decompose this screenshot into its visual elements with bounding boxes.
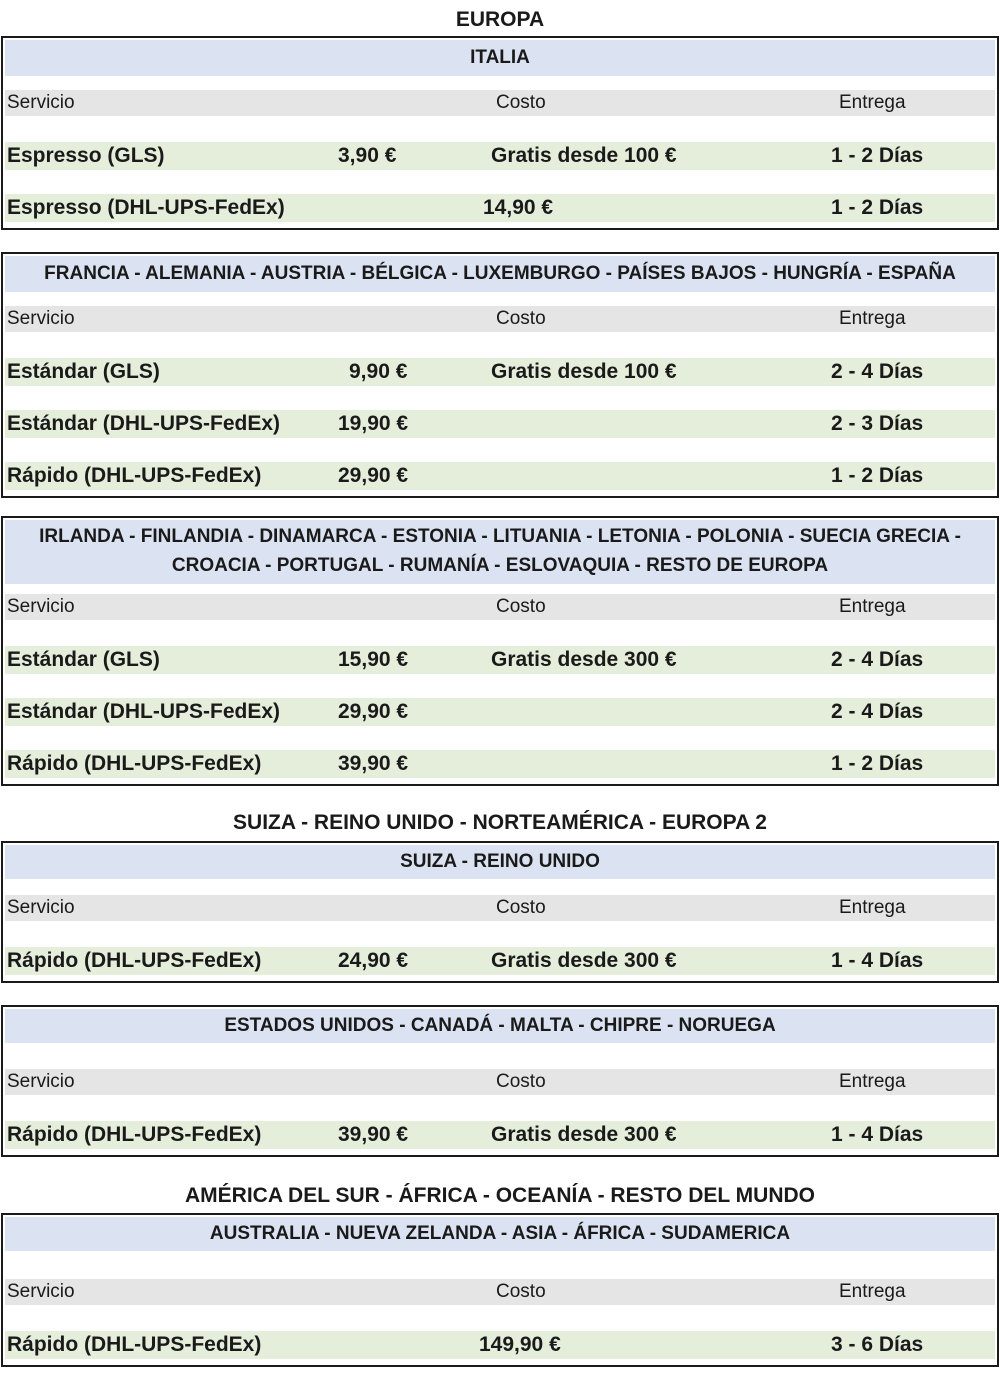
row-price: 3,90 € xyxy=(338,144,397,167)
header-cost: Costo xyxy=(496,897,546,918)
column-header-row xyxy=(5,306,995,332)
row-price: 29,90 € xyxy=(338,700,409,723)
row-free-shipping: Gratis desde 100 € xyxy=(491,360,677,383)
row-delivery: 2 - 4 Días xyxy=(831,648,924,671)
row-free-shipping: Gratis desde 300 € xyxy=(491,648,677,671)
row-delivery: 1 - 2 Días xyxy=(831,196,924,219)
row-service: Estándar (DHL-UPS-FedEx) xyxy=(7,412,281,435)
row-delivery: 1 - 2 Días xyxy=(831,144,924,167)
row-free-shipping: Gratis desde 300 € xyxy=(491,1123,677,1146)
table-row xyxy=(5,947,995,975)
shipping-table-resto-del-mundo xyxy=(1,1213,999,1367)
row-service: Estándar (DHL-UPS-FedEx) xyxy=(7,700,281,723)
table-row xyxy=(5,410,995,438)
row-service: Estándar (GLS) xyxy=(7,360,160,383)
column-header-row xyxy=(5,594,995,620)
shipping-table-europa-1 xyxy=(1,252,999,498)
row-service: Espresso (DHL-UPS-FedEx) xyxy=(7,196,285,219)
header-service: Servicio xyxy=(7,308,75,329)
row-delivery: 2 - 3 Días xyxy=(831,412,924,435)
column-header-row xyxy=(5,90,995,116)
header-delivery: Entrega xyxy=(839,92,906,113)
header-cost: Costo xyxy=(496,1071,546,1092)
section-title-europa: EUROPA xyxy=(455,8,545,31)
table-row xyxy=(5,698,995,726)
row-delivery: 3 - 6 Días xyxy=(831,1333,924,1356)
row-price: 39,90 € xyxy=(338,1123,409,1146)
row-price: 39,90 € xyxy=(338,752,409,775)
header-service: Servicio xyxy=(7,92,75,113)
table-row xyxy=(5,750,995,778)
row-delivery: 1 - 4 Días xyxy=(831,1123,924,1146)
region-header: AUSTRALIA - NUEVA ZELANDA - ASIA - ÁFRICA - SUDAMERICA xyxy=(5,1217,995,1251)
row-service: Rápido (DHL-UPS-FedEx) xyxy=(7,949,262,972)
header-cost: Costo xyxy=(496,92,546,113)
region-header: ESTADOS UNIDOS - CANADÁ - MALTA - CHIPRE - NORUEGA xyxy=(5,1009,995,1043)
row-price: 9,90 € xyxy=(349,360,408,383)
row-price: 149,90 € xyxy=(479,1333,561,1356)
region-header: ITALIA xyxy=(5,40,995,76)
header-service: Servicio xyxy=(7,596,75,617)
row-service: Rápido (DHL-UPS-FedEx) xyxy=(7,1123,262,1146)
header-delivery: Entrega xyxy=(839,897,906,918)
row-price: 24,90 € xyxy=(338,949,409,972)
table-row xyxy=(5,194,995,222)
row-price: 29,90 € xyxy=(338,464,409,487)
column-header-row xyxy=(5,895,995,921)
row-price: 15,90 € xyxy=(338,648,409,671)
row-delivery: 2 - 4 Días xyxy=(831,360,924,383)
row-service: Rápido (DHL-UPS-FedEx) xyxy=(7,752,262,775)
region-header-line-2: CROACIA - PORTUGAL - RUMANÍA - ESLOVAQUIA - RESTO DE EUROPA xyxy=(171,555,829,576)
row-delivery: 1 - 2 Días xyxy=(831,464,924,487)
region-header xyxy=(5,520,995,584)
row-delivery: 1 - 2 Días xyxy=(831,752,924,775)
row-price: 19,90 € xyxy=(338,412,409,435)
row-service: Estándar (GLS) xyxy=(7,648,160,671)
column-header-row xyxy=(5,1279,995,1305)
header-cost: Costo xyxy=(496,1281,546,1302)
section-title-europa-2: SUIZA - REINO UNIDO - NORTEAMÉRICA - EUROPA 2 xyxy=(233,811,767,834)
header-delivery: Entrega xyxy=(839,308,906,329)
header-delivery: Entrega xyxy=(839,596,906,617)
table-row xyxy=(5,142,995,170)
row-price: 14,90 € xyxy=(483,196,554,219)
region-header: FRANCIA - ALEMANIA - AUSTRIA - BÉLGICA - LUXEMBURGO - PAÍSES BAJOS - HUNGRÍA - ESPAÑA xyxy=(5,256,995,292)
row-service: Rápido (DHL-UPS-FedEx) xyxy=(7,1333,262,1356)
section-title-resto-del-mundo: AMÉRICA DEL SUR - ÁFRICA - OCEANÍA - RESTO DEL MUNDO xyxy=(184,1184,815,1207)
table-row xyxy=(5,462,995,490)
table-row xyxy=(5,1331,995,1359)
table-row xyxy=(5,358,995,386)
shipping-table-europa-2 xyxy=(1,516,999,786)
row-delivery: 2 - 4 Días xyxy=(831,700,924,723)
row-delivery: 1 - 4 Días xyxy=(831,949,924,972)
column-header-row xyxy=(5,1069,995,1095)
header-delivery: Entrega xyxy=(839,1281,906,1302)
header-delivery: Entrega xyxy=(839,1071,906,1092)
header-service: Servicio xyxy=(7,897,75,918)
shipping-table-norteamerica xyxy=(1,1005,999,1157)
header-service: Servicio xyxy=(7,1281,75,1302)
table-row xyxy=(5,1121,995,1149)
header-cost: Costo xyxy=(496,308,546,329)
region-header-line-1: IRLANDA - FINLANDIA - DINAMARCA - ESTONIA - LITUANIA - LETONIA - POLONIA - SUECIA GRECIA - xyxy=(39,526,961,547)
table-row xyxy=(5,646,995,674)
header-cost: Costo xyxy=(496,596,546,617)
header-service: Servicio xyxy=(7,1071,75,1092)
row-service: Rápido (DHL-UPS-FedEx) xyxy=(7,464,262,487)
row-service: Espresso (GLS) xyxy=(7,144,165,167)
region-header: SUIZA - REINO UNIDO xyxy=(5,845,995,879)
shipping-table-suiza-reino-unido xyxy=(1,841,999,983)
shipping-table-italia xyxy=(1,36,999,230)
row-free-shipping: Gratis desde 300 € xyxy=(491,949,677,972)
row-free-shipping: Gratis desde 100 € xyxy=(491,144,677,167)
